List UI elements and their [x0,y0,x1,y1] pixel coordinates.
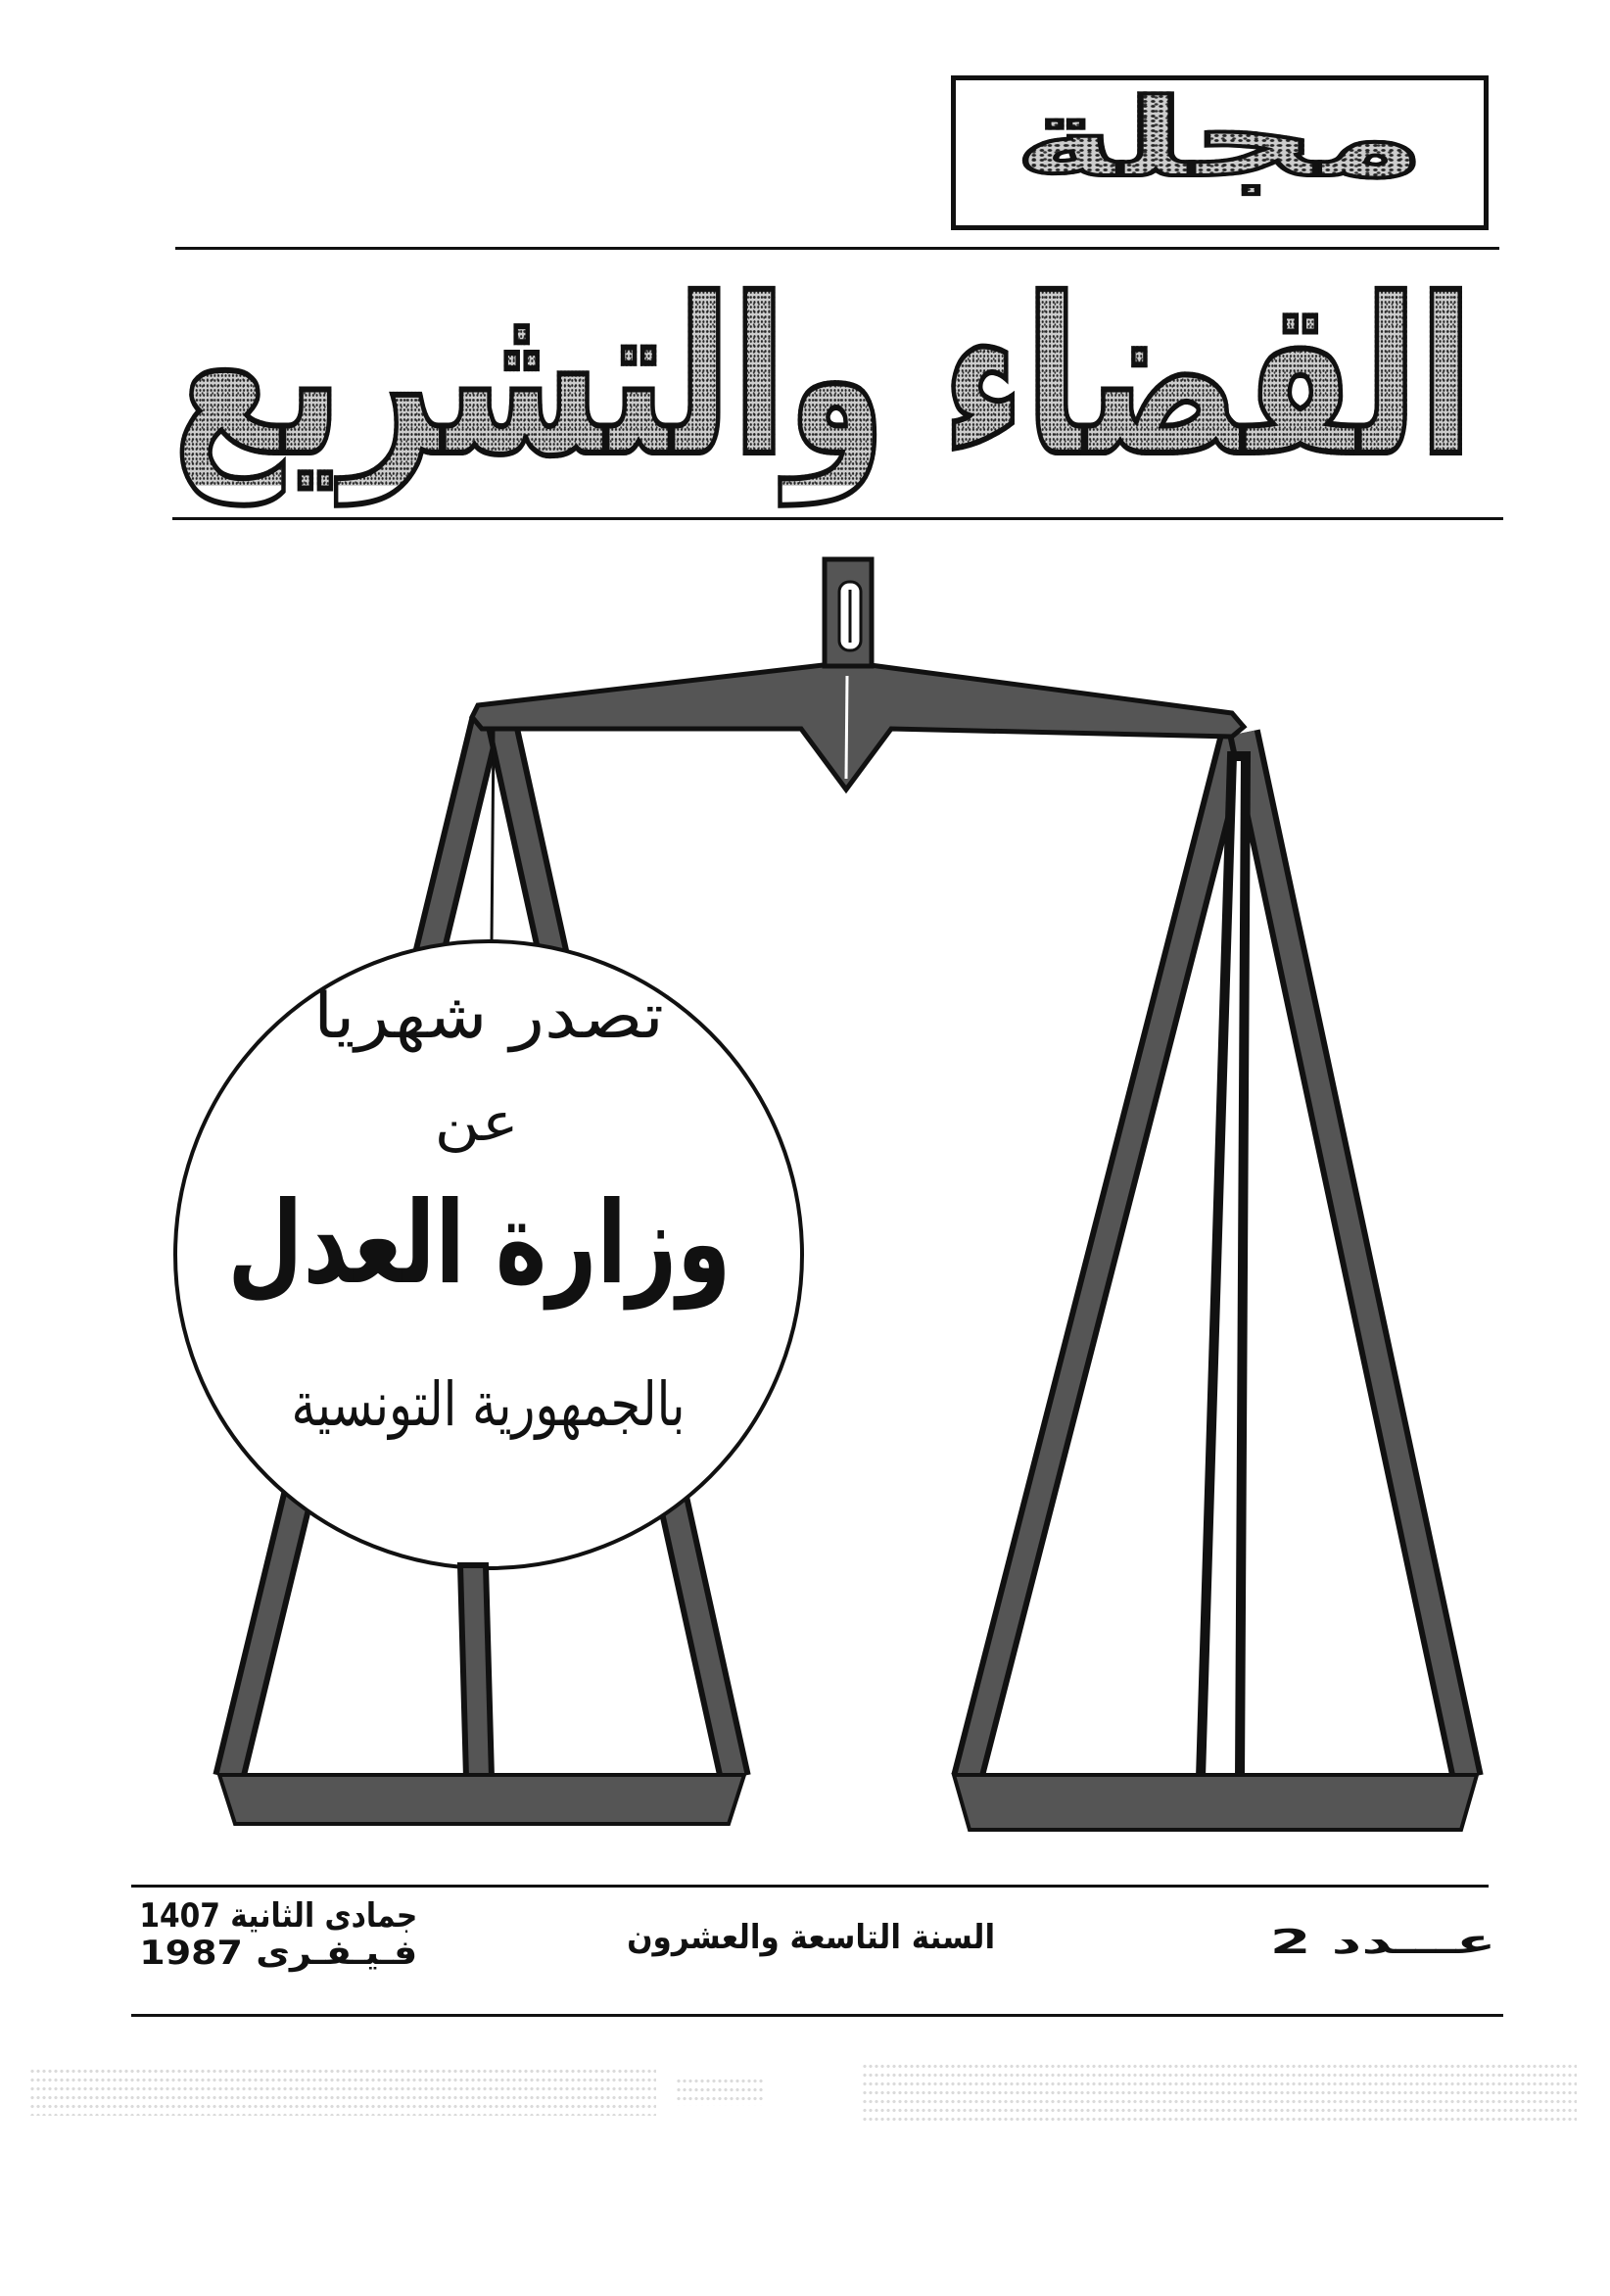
seal-line-row-2 [164,1091,790,1153]
seal-line-row-1 [175,981,802,1053]
issue-row [1263,1923,1496,1962]
beam-pointer-line [846,676,847,779]
seal-from-word: عن [434,1091,519,1153]
left-pan [219,1775,744,1824]
faded-bleed-through-right [862,2062,1577,2121]
seal-line-row-3 [166,1177,792,1310]
gregorian-date-row [131,1934,417,1973]
issue-number: عـــدد 2 [1270,1923,1496,1962]
hijri-date-row [131,1896,417,1936]
seal-publication-frequency: تصدر شهريا [313,981,664,1053]
scale-beam [472,662,1244,789]
hijri-date: جمادى الثانية 1407 [139,1896,417,1936]
left-center-bar [460,1565,492,1778]
faded-bleed-through-middle [676,2077,764,2106]
masthead-label: مجلة [1014,75,1426,201]
footer-bottom-rule [131,2014,1503,2017]
right-pan-strings [968,733,1467,1778]
volume-year: السنة التاسعة والعشرون [627,1918,995,1957]
faded-bleed-through-left [29,2067,656,2116]
magazine-title: القضاء والتشريع [172,253,1473,503]
scale-pivot [825,559,872,666]
volume-row [605,1918,1017,1957]
footer-top-rule [131,1885,1489,1888]
right-pan [954,1775,1477,1830]
gregorian-date: فـيـفـرى 1987 [139,1934,417,1973]
seal-country-name: بالجمهورية التونسية [292,1368,686,1440]
seal-ministry-name: وزارة العدل [227,1177,731,1310]
seal-line-row-4 [175,1368,802,1440]
